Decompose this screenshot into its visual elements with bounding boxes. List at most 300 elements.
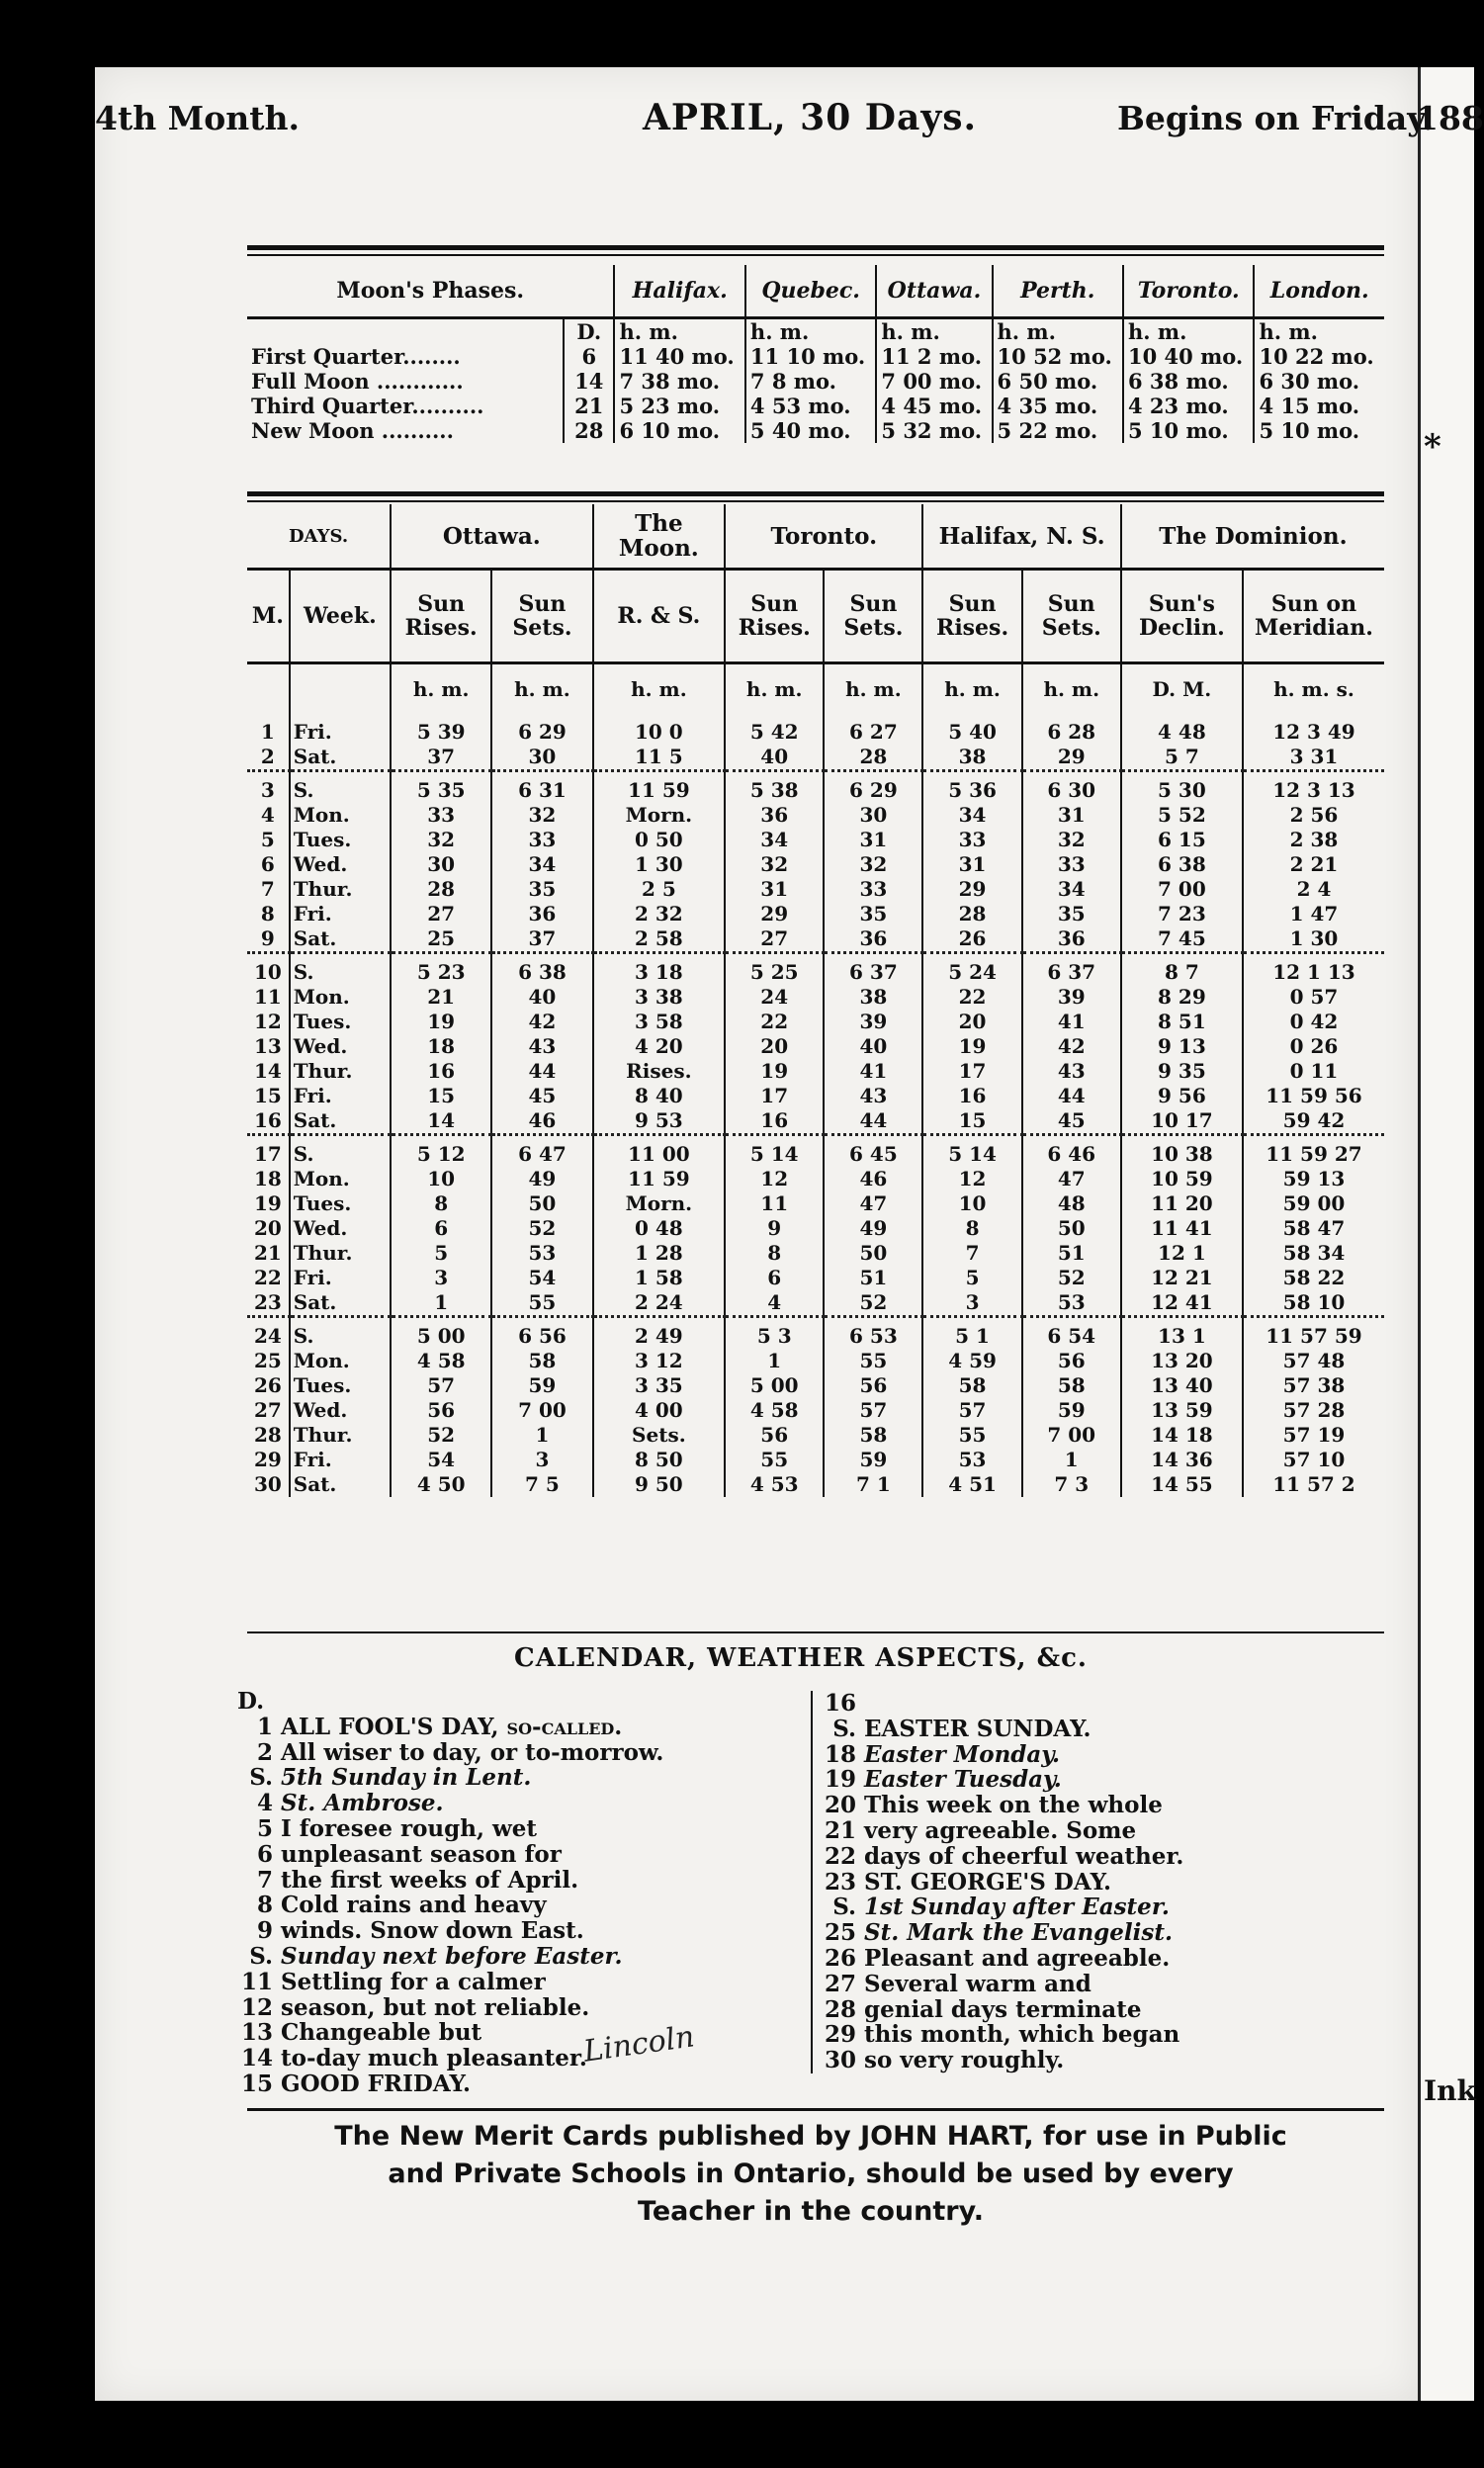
day-row — [247, 902, 1384, 926]
time-value: 14 18 — [1121, 1423, 1243, 1448]
day-number: 16 — [253, 1108, 282, 1132]
day-row — [247, 1010, 1384, 1034]
time-value: 35 — [491, 877, 592, 902]
time-value: 32 — [391, 828, 491, 852]
weekday: Mon. — [290, 985, 391, 1010]
time-value: 12 1 13 — [1243, 953, 1384, 986]
time-value: 58 — [1022, 1373, 1121, 1398]
time-value: 1 47 — [1243, 902, 1384, 926]
calendar-day: 23 — [824, 1868, 856, 1895]
group-moon: The Moon. — [593, 504, 726, 570]
time-value: 36 — [824, 926, 922, 953]
day-number: 17 — [247, 1135, 290, 1168]
day-number: 15 — [253, 1084, 282, 1107]
time-value: 8 — [922, 1216, 1021, 1241]
calendar-day: 28 — [824, 1995, 856, 2023]
time-value: 56 — [1022, 1349, 1121, 1373]
time-value: 43 — [824, 1084, 922, 1108]
calendar-day: 6 — [256, 1840, 273, 1868]
time-value: 40 — [824, 1034, 922, 1059]
footer-line: The New Merit Cards published by JOHN HART, for use in Public — [334, 2121, 1287, 2152]
weekday: Fri. — [290, 1448, 391, 1472]
col-header: Sun Rises. — [922, 570, 1021, 663]
weekday: S. — [290, 1135, 391, 1168]
time-value: Rises. — [593, 1059, 726, 1084]
time-value: 10 17 — [1121, 1108, 1243, 1135]
calendar-entry — [821, 1742, 1434, 1768]
day-row — [247, 1472, 1384, 1497]
hm-label: h. m. — [614, 318, 744, 345]
time-value: 55 — [922, 1423, 1021, 1448]
day-number: 8 — [260, 902, 275, 926]
time-value: 10 0 — [593, 714, 726, 745]
time-value: 39 — [824, 1010, 922, 1034]
calendar-day: 16 — [824, 1690, 856, 1717]
time-value: 58 22 — [1243, 1266, 1384, 1290]
time-value: 4 48 — [1121, 714, 1243, 745]
phases-city: Halifax. — [614, 265, 744, 318]
calendar-text: This week on the whole — [864, 1792, 1163, 1819]
calendar-entry — [821, 1793, 1434, 1818]
time-value: 4 58 — [391, 1349, 491, 1373]
time-value: 4 53 — [725, 1472, 824, 1497]
time-value: 30 — [824, 803, 922, 828]
weekday: Fri. — [290, 714, 391, 745]
time-value: 58 — [922, 1373, 1021, 1398]
time-value: 10 — [922, 1191, 1021, 1216]
time-value: 5 12 — [391, 1135, 491, 1168]
time-value: 2 32 — [593, 902, 726, 926]
edge-ink-stub: Ink — [1424, 2074, 1476, 2107]
calendar-text: so very roughly. — [864, 2047, 1065, 2074]
col-header: Sun Sets. — [824, 570, 922, 663]
calendar-text: All wiser to day, or to-morrow. — [281, 1738, 664, 1766]
phase-time: 5 10 mo. — [1123, 418, 1254, 443]
hm-label: h. m. — [745, 318, 876, 345]
day-number: 5 — [260, 828, 275, 851]
weekday: Tues. — [290, 828, 391, 852]
footer-line: and Private Schools in Ontario, should be used by every — [388, 2159, 1234, 2189]
time-value: 10 59 — [1121, 1167, 1243, 1191]
col-header: Sun's Declin. — [1121, 570, 1243, 663]
calendar-day: 13 — [240, 2019, 273, 2047]
col-week: Week. — [290, 570, 391, 663]
time-value: 5 40 — [922, 714, 1021, 745]
calendar-entry — [237, 1918, 811, 1944]
day-number: 11 — [253, 985, 282, 1009]
col-header: Sun Sets. — [491, 570, 592, 663]
time-value: 52 — [491, 1216, 592, 1241]
day-number: 20 — [253, 1216, 282, 1240]
time-value: 11 59 — [593, 771, 726, 804]
time-value: 11 57 2 — [1243, 1472, 1384, 1497]
unit-label: h. m. — [593, 663, 726, 715]
time-value: 16 — [391, 1059, 491, 1084]
time-value: 2 56 — [1243, 803, 1384, 828]
time-value: 47 — [1022, 1167, 1121, 1191]
day-row — [247, 1423, 1384, 1448]
time-value: 5 35 — [391, 771, 491, 804]
time-value: 43 — [491, 1034, 592, 1059]
hm-label: h. m. — [1254, 318, 1384, 345]
calendar-day: 1 — [256, 1713, 273, 1740]
time-value: 6 54 — [1022, 1317, 1121, 1350]
time-value: 3 58 — [593, 1010, 726, 1034]
calendar-day: 2 — [256, 1738, 273, 1766]
time-value: 46 — [824, 1167, 922, 1191]
time-value: 59 13 — [1243, 1167, 1384, 1191]
phase-time: 4 23 mo. — [1123, 394, 1254, 418]
time-value: 57 19 — [1243, 1423, 1384, 1448]
time-value: 14 — [391, 1108, 491, 1135]
phase-time: 7 8 mo. — [745, 369, 876, 394]
time-value: 27 — [725, 926, 824, 953]
time-value: 0 48 — [593, 1216, 726, 1241]
unit-label: h. m. — [391, 663, 491, 715]
hm-label: h. m. — [993, 318, 1123, 345]
phase-name: Full Moon ............ — [251, 369, 464, 394]
calendar-entry — [821, 1920, 1434, 1946]
time-value: 11 5 — [593, 745, 726, 771]
time-value: 8 7 — [1121, 953, 1243, 986]
time-value: 4 20 — [593, 1034, 726, 1059]
time-value: 29 — [725, 902, 824, 926]
time-value: 18 — [391, 1034, 491, 1059]
weekday: Mon. — [290, 1167, 391, 1191]
group-dominion: The Dominion. — [1121, 504, 1384, 570]
phase-time: 7 00 mo. — [876, 369, 992, 394]
time-value: 9 35 — [1121, 1059, 1243, 1084]
time-value: 10 38 — [1121, 1135, 1243, 1168]
col-m: M. — [247, 570, 290, 663]
weekday: Fri. — [290, 1266, 391, 1290]
time-value: 31 — [1022, 803, 1121, 828]
time-value: 44 — [1022, 1084, 1121, 1108]
calendar-text: Changeable but — [281, 2019, 482, 2047]
time-value: 7 3 — [1022, 1472, 1121, 1497]
time-value: 9 53 — [593, 1108, 726, 1135]
calendar-text: 1st Sunday after Easter. — [864, 1894, 1170, 1921]
time-value: 8 29 — [1121, 985, 1243, 1010]
time-value: 5 — [922, 1266, 1021, 1290]
phases-bottom-rule-thin — [247, 500, 1384, 502]
time-value: 5 30 — [1121, 771, 1243, 804]
time-value: 3 31 — [1243, 745, 1384, 771]
time-value: 50 — [1022, 1216, 1121, 1241]
d-label: D. — [564, 318, 614, 345]
phase-time: 6 38 mo. — [1123, 369, 1254, 394]
phase-time: 6 50 mo. — [993, 369, 1123, 394]
calendar-entry — [821, 1997, 1434, 2023]
unit-label: h. m. — [491, 663, 592, 715]
weekday: Sat. — [290, 745, 391, 771]
day-row — [247, 803, 1384, 828]
day-row — [247, 1216, 1384, 1241]
time-value: 19 — [725, 1059, 824, 1084]
time-value: 6 29 — [824, 771, 922, 804]
calendar-entry — [237, 1970, 811, 1995]
day-number: 1 — [260, 720, 275, 744]
time-value: 31 — [922, 852, 1021, 877]
phase-time: 4 15 mo. — [1254, 394, 1384, 418]
day-number: 25 — [253, 1349, 282, 1372]
day-number: 4 — [260, 803, 275, 827]
time-value: 57 28 — [1243, 1398, 1384, 1423]
weekday: Thur. — [290, 1423, 391, 1448]
time-value: Sets. — [593, 1423, 726, 1448]
phase-day: 6 — [564, 344, 614, 369]
time-value: 31 — [824, 828, 922, 852]
time-value: 0 42 — [1243, 1010, 1384, 1034]
year-stub: 188 — [1416, 99, 1484, 137]
day-row — [247, 1167, 1384, 1191]
calendar-text: ALL FOOL'S DAY, so-called. — [281, 1713, 623, 1740]
calendar-text: to-day much pleasanter. — [281, 2045, 587, 2072]
calendar-entry — [821, 1767, 1434, 1793]
weekday: S. — [290, 1317, 391, 1350]
time-value: 33 — [824, 877, 922, 902]
phase-row — [247, 418, 1384, 443]
time-value: 33 — [922, 828, 1021, 852]
time-value: 29 — [922, 877, 1021, 902]
time-value: 5 23 — [391, 953, 491, 986]
time-value: 9 56 — [1121, 1084, 1243, 1108]
calendar-text: EASTER SUNDAY. — [864, 1715, 1091, 1742]
calendar-text: this month, which began — [864, 2021, 1180, 2049]
calendar-day: 15 — [240, 2070, 273, 2097]
weekday: Sat. — [290, 1290, 391, 1317]
time-value: 33 — [1022, 852, 1121, 877]
time-value: 5 00 — [725, 1373, 824, 1398]
time-value: 33 — [391, 803, 491, 828]
time-value: 3 18 — [593, 953, 726, 986]
calendar-text: Easter Tuesday. — [864, 1766, 1062, 1794]
time-value: 6 28 — [1022, 714, 1121, 745]
phases-city: Ottawa. — [876, 265, 992, 318]
time-value: 6 27 — [824, 714, 922, 745]
col-header: Sun Sets. — [1022, 570, 1121, 663]
time-value: 6 — [725, 1266, 824, 1290]
time-value: 5 24 — [922, 953, 1021, 986]
weekday: S. — [290, 771, 391, 804]
unit-label: h. m. — [922, 663, 1021, 715]
time-value: 50 — [491, 1191, 592, 1216]
time-value: 49 — [824, 1216, 922, 1241]
time-value: 2 5 — [593, 877, 726, 902]
day-number: 26 — [253, 1373, 282, 1397]
time-value: 11 59 27 — [1243, 1135, 1384, 1168]
time-value: 1 — [725, 1349, 824, 1373]
calendar-day: 4 — [256, 1790, 273, 1817]
time-value: 58 — [824, 1423, 922, 1448]
day-row — [247, 1241, 1384, 1266]
time-value: 55 — [824, 1349, 922, 1373]
time-value: 32 — [491, 803, 592, 828]
group-halifax: Halifax, N. S. — [922, 504, 1120, 570]
time-value: 34 — [1022, 877, 1121, 902]
page-title: APRIL, 30 Days. — [643, 97, 978, 138]
time-value: Morn. — [593, 1191, 726, 1216]
calendar-entry — [237, 2046, 811, 2071]
time-value: 12 1 — [1121, 1241, 1243, 1266]
calendar-text: genial days terminate — [864, 1995, 1142, 2023]
phase-time: 5 22 mo. — [993, 418, 1123, 443]
day-number: 2 — [260, 745, 275, 768]
time-value: 17 — [725, 1084, 824, 1108]
time-value: 7 00 — [491, 1398, 592, 1423]
time-value: 45 — [491, 1084, 592, 1108]
time-value: 2 58 — [593, 926, 726, 953]
calendar-entry — [237, 1842, 811, 1868]
time-value: 20 — [725, 1034, 824, 1059]
time-value: 12 3 13 — [1243, 771, 1384, 804]
calendar-text: Several warm and — [864, 1970, 1091, 1997]
calendar-top-rule — [247, 1631, 1384, 1633]
time-value: 1 — [391, 1290, 491, 1317]
time-value: 49 — [491, 1167, 592, 1191]
time-value: 7 1 — [824, 1472, 922, 1497]
time-value: 21 — [391, 985, 491, 1010]
time-value: 30 — [391, 852, 491, 877]
day-row — [247, 1448, 1384, 1472]
phase-time: 10 22 mo. — [1254, 344, 1384, 369]
time-value: 33 — [491, 828, 592, 852]
time-value: 59 42 — [1243, 1108, 1384, 1135]
time-value: 29 — [1022, 745, 1121, 771]
time-value: 39 — [1022, 985, 1121, 1010]
time-value: 6 29 — [491, 714, 592, 745]
time-value: 56 — [391, 1398, 491, 1423]
calendar-text: ST. GEORGE'S DAY. — [864, 1868, 1112, 1895]
time-value: 4 59 — [922, 1349, 1021, 1373]
moon-phases-table — [247, 265, 1384, 443]
time-value: 2 38 — [1243, 828, 1384, 852]
phases-title: Moon's Phases. — [247, 265, 614, 318]
time-value: 12 — [922, 1167, 1021, 1191]
time-value: 8 50 — [593, 1448, 726, 1472]
time-value: 59 00 — [1243, 1191, 1384, 1216]
time-value: 48 — [1022, 1191, 1121, 1216]
day-row — [247, 1290, 1384, 1317]
calendar-entry — [821, 2022, 1434, 2048]
phase-time: 4 53 mo. — [745, 394, 876, 418]
calendar-entry — [821, 1895, 1434, 1920]
time-value: 11 — [725, 1191, 824, 1216]
time-value: 58 47 — [1243, 1216, 1384, 1241]
calendar-day: 22 — [824, 1842, 856, 1870]
calendar-day: 29 — [824, 2021, 856, 2049]
group-ottawa: Ottawa. — [391, 504, 593, 570]
calendar-entry — [237, 1791, 811, 1816]
time-value: 12 3 49 — [1243, 714, 1384, 745]
time-value: 51 — [824, 1266, 922, 1290]
time-value: 12 21 — [1121, 1266, 1243, 1290]
time-value: 3 — [491, 1448, 592, 1472]
phase-time: 11 2 mo. — [876, 344, 992, 369]
calendar-day: S. — [249, 1764, 273, 1792]
day-number: 13 — [253, 1034, 282, 1058]
calendar-entry — [237, 2071, 811, 2097]
phase-time: 4 45 mo. — [876, 394, 992, 418]
calendar-entry — [821, 1717, 1434, 1742]
time-value: 19 — [391, 1010, 491, 1034]
time-value: 52 — [1022, 1266, 1121, 1290]
calendar-entry — [237, 1868, 811, 1894]
phase-day: 21 — [564, 394, 614, 418]
calendar-day: 8 — [256, 1892, 273, 1919]
time-value: 11 59 — [593, 1167, 726, 1191]
time-value: 6 15 — [1121, 828, 1243, 852]
time-value: 5 3 — [725, 1317, 824, 1350]
time-value: 34 — [491, 852, 592, 877]
phases-city: Quebec. — [745, 265, 876, 318]
day-row — [247, 1349, 1384, 1373]
col-header: Sun Rises. — [391, 570, 491, 663]
weekday: Wed. — [290, 852, 391, 877]
time-value: 6 31 — [491, 771, 592, 804]
time-value: 5 52 — [1121, 803, 1243, 828]
calendar-entry — [237, 1893, 811, 1918]
calendar-entry — [237, 1995, 811, 2021]
phases-city: Toronto. — [1123, 265, 1254, 318]
time-value: 53 — [491, 1241, 592, 1266]
calendar-day: 5 — [256, 1814, 273, 1842]
time-value: 32 — [725, 852, 824, 877]
day-number: 30 — [253, 1472, 282, 1496]
time-value: 12 — [725, 1167, 824, 1191]
calendar-text: Easter Monday. — [864, 1740, 1061, 1768]
calendar-day: S. — [249, 1942, 273, 1970]
phases-city: Perth. — [993, 265, 1123, 318]
day-row — [247, 1317, 1384, 1350]
phase-time: 5 10 mo. — [1254, 418, 1384, 443]
time-value: 16 — [725, 1108, 824, 1135]
time-value: 19 — [922, 1034, 1021, 1059]
time-value: 8 51 — [1121, 1010, 1243, 1034]
calendar-text: St. Mark the Evangelist. — [864, 1919, 1173, 1947]
calendar-day: 27 — [824, 1970, 856, 1997]
time-value: 54 — [491, 1266, 592, 1290]
phase-time: 10 52 mo. — [993, 344, 1123, 369]
weekday: Wed. — [290, 1216, 391, 1241]
calendar-text: St. Ambrose. — [281, 1790, 444, 1817]
time-value: 6 30 — [1022, 771, 1121, 804]
time-value: 14 36 — [1121, 1448, 1243, 1472]
time-value: 1 — [491, 1423, 592, 1448]
phase-time: 6 10 mo. — [614, 418, 744, 443]
advertisement-footer — [237, 2118, 1384, 2231]
time-value: 4 00 — [593, 1398, 726, 1423]
time-value: 5 00 — [391, 1317, 491, 1350]
time-value: 11 20 — [1121, 1191, 1243, 1216]
time-value: 3 12 — [593, 1349, 726, 1373]
phase-time: 5 40 mo. — [745, 418, 876, 443]
time-value: 57 38 — [1243, 1373, 1384, 1398]
time-value: 35 — [1022, 902, 1121, 926]
header-rule-thin — [247, 254, 1384, 256]
day-number: 22 — [253, 1266, 282, 1289]
weekday: Tues. — [290, 1010, 391, 1034]
weekday: Thur. — [290, 1059, 391, 1084]
day-row — [247, 852, 1384, 877]
footer-top-rule — [247, 2108, 1384, 2111]
calendar-entry — [237, 1944, 811, 1970]
calendar-text: 5th Sunday in Lent. — [281, 1764, 532, 1792]
group-days: DAYS. — [247, 504, 391, 570]
time-value: 52 — [391, 1423, 491, 1448]
calendar-day: 19 — [824, 1766, 856, 1794]
time-value: 13 20 — [1121, 1349, 1243, 1373]
